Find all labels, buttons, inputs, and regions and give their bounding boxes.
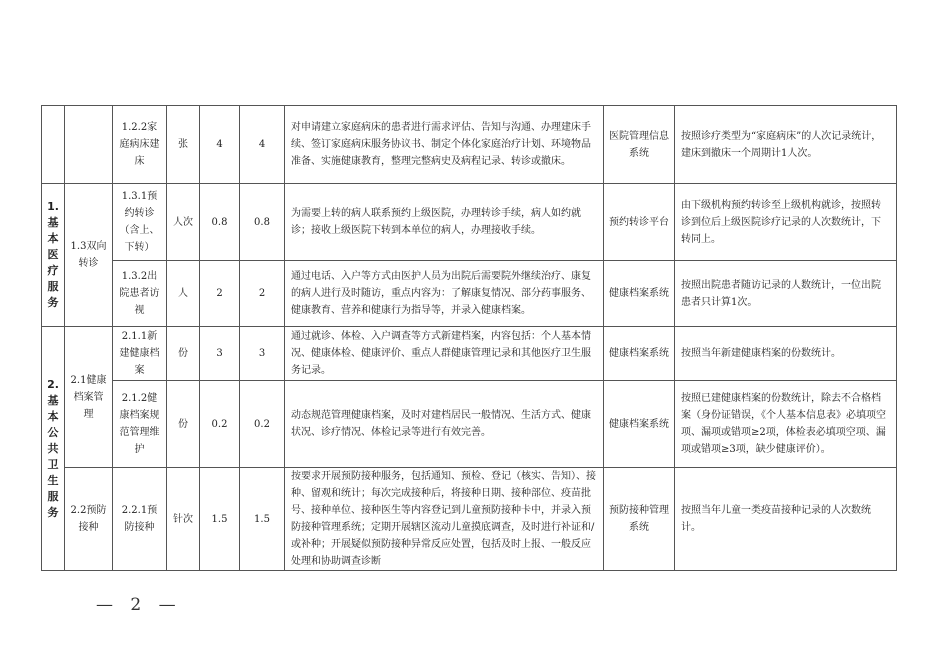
page-number: — 2 — <box>96 595 182 615</box>
system-cell: 健康档案系统 <box>604 327 675 381</box>
system-cell: 预约转诊平台 <box>604 184 675 261</box>
value-cell: 1.5 <box>200 468 240 571</box>
statistics-cell: 按照诊疗类型为“家庭病床”的人次记录统计，建床到撤床一个周期计1人次。 <box>675 106 897 184</box>
table-row <box>42 184 897 261</box>
category-cell: 2.基本公共卫生服务 <box>42 327 65 571</box>
unit-cell: 份 <box>167 381 200 468</box>
item-cell: 1.3.2出院患者访视 <box>113 261 167 327</box>
table-row <box>42 327 897 381</box>
subcategory-cell: 2.2预防接种 <box>65 468 113 571</box>
description-cell: 为需要上转的病人联系预约上级医院，办理转诊手续，病人如约就诊；接收上级医院下转到本单位的病人，办理接收手续。 <box>285 184 604 261</box>
category-cell <box>42 106 65 184</box>
system-cell: 健康档案系统 <box>604 381 675 468</box>
value-cell: 0.8 <box>200 184 240 261</box>
value-cell: 0.2 <box>240 381 285 468</box>
subcategory-cell <box>65 106 113 184</box>
value-cell: 2 <box>200 261 240 327</box>
unit-cell: 针次 <box>167 468 200 571</box>
service-table <box>41 105 897 571</box>
value-cell: 1.5 <box>240 468 285 571</box>
statistics-cell: 按照当年儿童一类疫苗接种记录的人次数统计。 <box>675 468 897 571</box>
statistics-cell: 按照已建健康档案的份数统计，除去不合格档案（身份证错误，《个人基本信息表》必填项空项、漏项或错项≥2项，体检表必填项空项、漏项或错项≥3项，缺少健康评价）。 <box>675 381 897 468</box>
item-cell: 1.2.2家庭病床建床 <box>113 106 167 184</box>
item-cell: 1.3.1预约转诊（含上、下转） <box>113 184 167 261</box>
value-cell: 4 <box>240 106 285 184</box>
description-cell: 通过电话、入户等方式由医护人员为出院后需要院外继续治疗、康复的病人进行及时随访，重点内容为：了解康复情况、部分药事服务、健康教育、营养和健康行为指导等，并录入健康档案。 <box>285 261 604 327</box>
table-row <box>42 261 897 327</box>
unit-cell: 人次 <box>167 184 200 261</box>
unit-cell: 张 <box>167 106 200 184</box>
description-cell: 通过就诊、体检、入户调查等方式新建档案，内容包括：个人基本情况、健康体检、健康评价、重点人群健康管理记录和其他医疗卫生服务记录。 <box>285 327 604 381</box>
description-cell: 按要求开展预防接种服务，包括通知、预检、登记（核实、告知）、接种、留观和统计；每次完成接种后，将接种日期、接种部位、疫苗批号、接种单位、接种医生等内容登记到儿童预防接种卡中，并录入预防接种管理系统；定期开展辖区流动儿童摸底调查，及时进行补证和/或补种；开展疑似预防接种异常反应处置，包括及时上报、一般反应处理和协助调查诊断 <box>285 468 604 571</box>
value-cell: 3 <box>240 327 285 381</box>
statistics-cell: 由下级机构预约转诊至上级机构就诊，按照转诊到位后上级医院诊疗记录的人次数统计，下转同上。 <box>675 184 897 261</box>
unit-cell: 份 <box>167 327 200 381</box>
category-cell: 1.基本医疗服务 <box>42 184 65 327</box>
system-cell: 健康档案系统 <box>604 261 675 327</box>
table-row <box>42 381 897 468</box>
description-cell: 对申请建立家庭病床的患者进行需求评估、告知与沟通、办理建床手续、签订家庭病床服务协议书、制定个体化家庭治疗计划、环境物品准备、实施健康教育，整理完整病史及病程记录、转诊或撤床。 <box>285 106 604 184</box>
subcategory-cell: 1.3双向转诊 <box>65 184 113 327</box>
value-cell: 0.2 <box>200 381 240 468</box>
value-cell: 0.8 <box>240 184 285 261</box>
table-row <box>42 106 897 184</box>
unit-cell: 人 <box>167 261 200 327</box>
item-cell: 2.1.2健康档案规范管理维护 <box>113 381 167 468</box>
statistics-cell: 按照当年新建健康档案的份数统计。 <box>675 327 897 381</box>
value-cell: 3 <box>200 327 240 381</box>
item-cell: 2.1.1新建健康档案 <box>113 327 167 381</box>
system-cell: 医院管理信息系统 <box>604 106 675 184</box>
table-row <box>42 468 897 571</box>
description-cell: 动态规范管理健康档案，及时对建档居民一般情况、生活方式、健康状况、诊疗情况、体检记录等进行有效完善。 <box>285 381 604 468</box>
system-cell: 预防接种管理系统 <box>604 468 675 571</box>
value-cell: 2 <box>240 261 285 327</box>
value-cell: 4 <box>200 106 240 184</box>
item-cell: 2.2.1预防接种 <box>113 468 167 571</box>
statistics-cell: 按照出院患者随访记录的人数统计，一位出院患者只计算1次。 <box>675 261 897 327</box>
subcategory-cell: 2.1健康档案管理 <box>65 327 113 468</box>
